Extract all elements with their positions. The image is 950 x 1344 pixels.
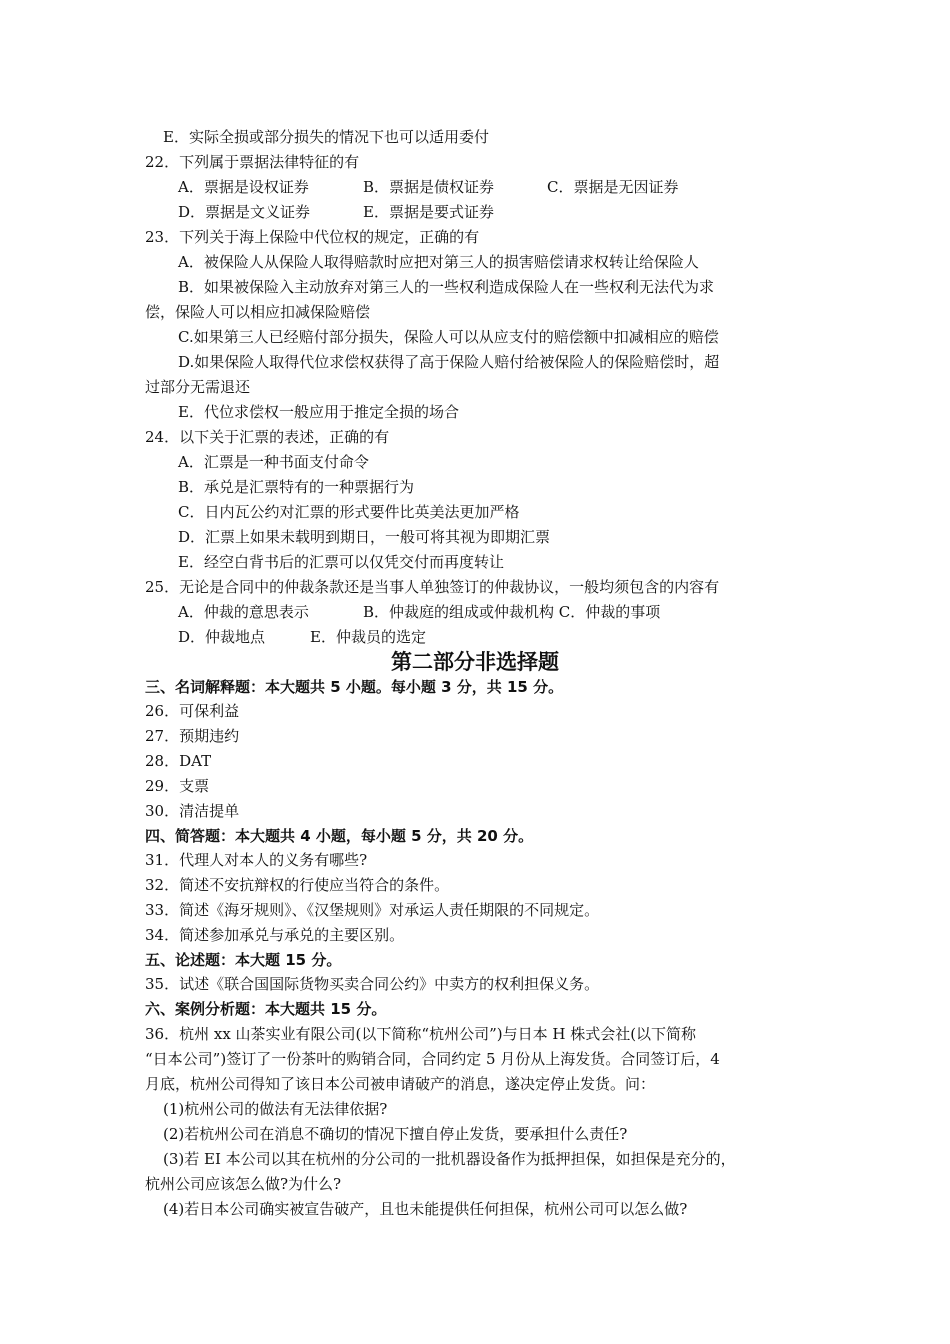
q25-option-a: A．仲裁的意思表示 [178,603,309,621]
q25-stem: 25．无论是合同中的仲裁条款还是当事人单独签订的仲裁协议，一般均须包含的内容有 [145,578,720,596]
q23-option-d-line2: 过部分无需退还 [145,378,251,396]
q36-case-line3: 月底，杭州公司得知了该日本公司被申请破产的消息，遂决定停止发货。问： [145,1075,656,1093]
q24-option-c: C．日内瓦公约对汇票的形式要件比英美法更加严格 [178,503,520,521]
q22-option-e: E．票据是要式证券 [363,203,494,221]
q31: 31．代理人对本人的义务有哪些? [145,851,368,869]
q36-sub1: (1)杭州公司的做法有无法律依据? [163,1100,388,1118]
q24-option-e: E．经空白背书后的汇票可以仅凭交付而再度转让 [178,553,504,571]
q22-option-a: A．票据是设权证券 [178,178,309,196]
q25-option-d: D．仲裁地点 [178,628,266,646]
q32: 32．简述不安抗辩权的行使应当符合的条件。 [145,876,450,894]
q36-case-line2: “日本公司”)签订了一份茶叶的购销合同，合同约定 5 月份从上海发货。合同签订后，4 [145,1050,720,1068]
q23-option-a: A．被保险人从保险人取得赔款时应把对第三人的损害赔偿请求权转让给保险人 [178,253,699,271]
section-6-heading: 六、案例分析题：本大题共 15 分。 [145,1000,387,1018]
q24-option-b: B．承兑是汇票特有的一种票据行为 [178,478,415,496]
q33: 33．简述《海牙规则》、《汉堡规则》对承运人责任期限的不同规定。 [145,901,600,919]
q25-option-e: E．仲裁员的选定 [310,628,426,646]
q26-term: 26．可保利益 [145,702,240,720]
q36-case-line1: 36．杭州 xx 山茶实业有限公司(以下简称“杭州公司”)与日本 H 株式会社(以下简称 [145,1025,697,1043]
q30-term: 30．清洁提单 [145,802,240,820]
q23-stem: 23．下列关于海上保险中代位权的规定，正确的有 [145,228,480,246]
q22-stem: 22．下列属于票据法律特征的有 [145,153,360,171]
q24-stem: 24．以下关于汇票的表述，正确的有 [145,428,390,446]
q35: 35．试述《联合国国际货物买卖合同公约》中卖方的权利担保义务。 [145,975,600,993]
q36-sub2: (2)若杭州公司在消息不确切的情况下擅自停止发货，要承担什么责任? [163,1125,628,1143]
q23-option-e: E．代位求偿权一般应用于推定全损的场合 [178,403,459,421]
q27-term: 27．预期违约 [145,727,240,745]
q23-option-b-line2: 偿，保险人可以相应扣减保险赔偿 [145,303,371,321]
q24-option-d: D．汇票上如果未载明到期日，一般可将其视为即期汇票 [178,528,551,546]
section-5-heading: 五、论述题：本大题 15 分。 [145,951,342,969]
q28-term: 28．DAT [145,752,212,770]
q21-option-e: E．实际全损或部分损失的情况下也可以适用委付 [163,128,489,146]
section-4-heading: 四、简答题：本大题共 4 小题，每小题 5 分，共 20 分。 [145,827,534,845]
q29-term: 29．支票 [145,777,210,795]
q22-option-c: C．票据是无因证券 [547,178,679,196]
q23-option-d-line1: D.如果保险人取得代位求偿权获得了高于保险人赔付给被保险人的保险赔偿时，超 [178,353,720,371]
q25-option-b-c: B．仲裁庭的组成或仲裁机构 C．仲裁的事项 [363,603,661,621]
q36-sub4: (4)若日本公司确实被宣告破产，且也未能提供任何担保，杭州公司可以怎么做? [163,1200,688,1218]
q22-option-d: D．票据是文义证券 [178,203,311,221]
q36-sub3-line2: 杭州公司应该怎么做?为什么? [145,1175,342,1193]
q23-option-b-line1: B．如果被保险入主动放弃对第三人的一些权利造成保险人在一些权利无法代为求 [178,278,715,296]
section-3-heading: 三、名词解释题：本大题共 5 小题。每小题 3 分，共 15 分。 [145,678,564,696]
q34: 34．简述参加承兑与承兑的主要区别。 [145,926,405,944]
q24-option-a: A．汇票是一种书面支付命令 [178,453,369,471]
q36-sub3-line1: (3)若 EI 本公司以其在杭州的分公司的一批机器设备作为抵押担保，如担保是充分的， [163,1150,736,1168]
q23-option-c: C.如果第三人已经赔付部分损失，保险人可以从应支付的赔偿额中扣减相应的赔偿 [178,328,719,346]
q22-option-b: B．票据是债权证券 [363,178,495,196]
part-two-title: 第二部分非选择题 [391,650,559,674]
